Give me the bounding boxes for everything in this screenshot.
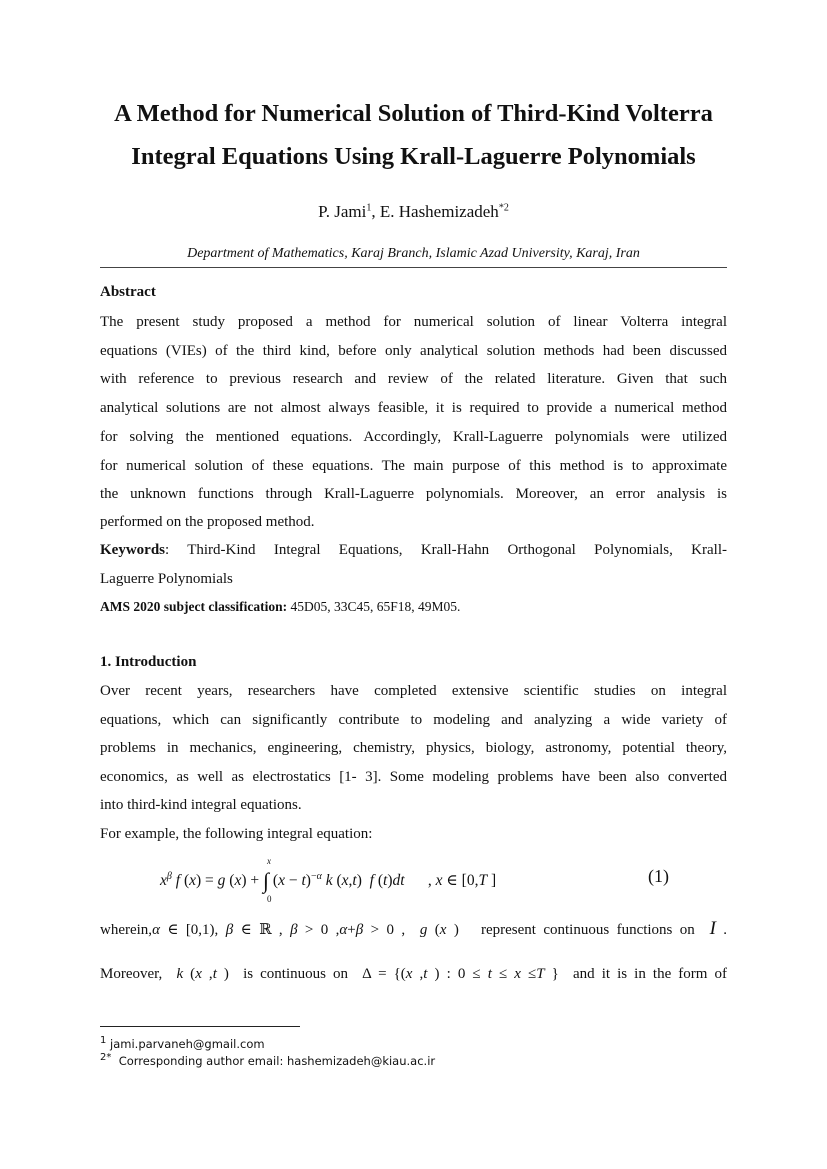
intro-line: economics, as well as electrostatics [1- 3]. Some modeling problems have been also converted (100, 769, 727, 785)
abstract-line: performed on the proposed method. (100, 514, 315, 530)
represent-text: represent continuous functions on (481, 922, 695, 938)
footnote-text: Corresponding author email: hashemizadeh@kiau.ac.ir (118, 1053, 436, 1068)
equation-1: $x^\beta$ f (x) = g (x) + ∫ x 0 $(x - t)^{-\alpha}$ k (x,t) f (t)dt , x ∈ [0,T ] (160, 856, 497, 904)
moreover-text: Moreover, (100, 966, 163, 982)
author-2-mark: *2 (498, 202, 509, 214)
header-divider (100, 267, 727, 268)
intro-line: into third-kind integral equations. (100, 797, 302, 813)
author-2: E. Hashemizadeh (379, 202, 499, 221)
equation-number: (1) (648, 866, 669, 886)
paper-title-line-1: A Method for Numerical Solution of Third-Kind Volterra (114, 100, 713, 127)
footnote-2 (100, 1052, 435, 1068)
abstract-line: The present study proposed a method for numerical solution of linear Volterra integral (100, 314, 727, 330)
abstract-line: equations (VIEs) of the third kind, before only analytical solution methods had been discussed (100, 343, 727, 359)
conditions-line: wherein,α ∈ [0,1), β ∈ ℝ , β > 0 ,α+β > 0 , g (x ) represent continuous functions on I . (100, 918, 728, 939)
author-1-mark: 1 (366, 202, 372, 214)
authors (60, 202, 767, 222)
intro-line: problems in mechanics, engineering, chemistry, physics, biology, astronomy, potential theory, (100, 740, 727, 756)
keywords-label: Keywords (100, 542, 165, 558)
footnote-1 (100, 1035, 265, 1051)
keywords-text: : Third-Kind Integral Equations, Krall-Hahn Orthogonal Polynomials, Krall- (165, 542, 727, 558)
keywords-line-1 (100, 541, 727, 559)
affiliation: Department of Mathematics, Karaj Branch, Islamic Azad University, Karaj, Iran (187, 246, 640, 261)
intro-line: equations, which can significantly contribute to modeling and analyzing a wide variety of (100, 712, 727, 728)
kernel-line: Moreover, k (x ,t ) is continuous on Δ = {(x ,t ) : 0 ≤ t ≤ x ≤T } and it is in the form of (100, 966, 728, 982)
footnote-text: jami.parvaneh@gmail.com (110, 1036, 265, 1051)
intro-line: Over recent years, researchers have completed extensive scientific studies on integral (100, 683, 727, 699)
author-sep: , (371, 202, 380, 221)
ams-value: 45D05, 33C45, 65F18, 49M05. (287, 599, 461, 614)
intro-heading: 1. Introduction (100, 654, 197, 670)
footnote-mark: 1 (100, 1035, 107, 1046)
author-1: P. Jami (318, 202, 367, 221)
paper-title-line-2: Integral Equations Using Krall-Laguerre Polynomials (131, 143, 696, 170)
intro-example: For example, the following integral equation: (100, 826, 373, 842)
abstract-heading: Abstract (100, 284, 156, 300)
keywords-line-2: Laguerre Polynomials (100, 571, 233, 587)
ams-label: AMS 2020 subject classification: (100, 599, 288, 614)
wherein-text: wherein, (100, 922, 153, 938)
abstract-line: with reference to previous research and review of the related literature. Given that such (100, 371, 727, 387)
abstract-line: for numerical solution of these equations. The main purpose of this method is to approximate (100, 458, 727, 474)
abstract-line: analytical solutions are not almost always feasible, it is required to provide a numerical method (100, 400, 727, 416)
footnote-divider (100, 1026, 300, 1027)
footnote-mark: 2* (100, 1052, 112, 1063)
abstract-line: the unknown functions through Krall-Laguerre polynomials. Moreover, an error analysis is (100, 486, 727, 502)
continuous-text: is continuous on (243, 966, 349, 982)
abstract-line: for solving the mentioned equations. Accordingly, Krall-Laguerre polynomials were utilized (100, 429, 727, 445)
ams-classification (100, 598, 727, 616)
form-of-text: and it is in the form of (572, 966, 728, 982)
